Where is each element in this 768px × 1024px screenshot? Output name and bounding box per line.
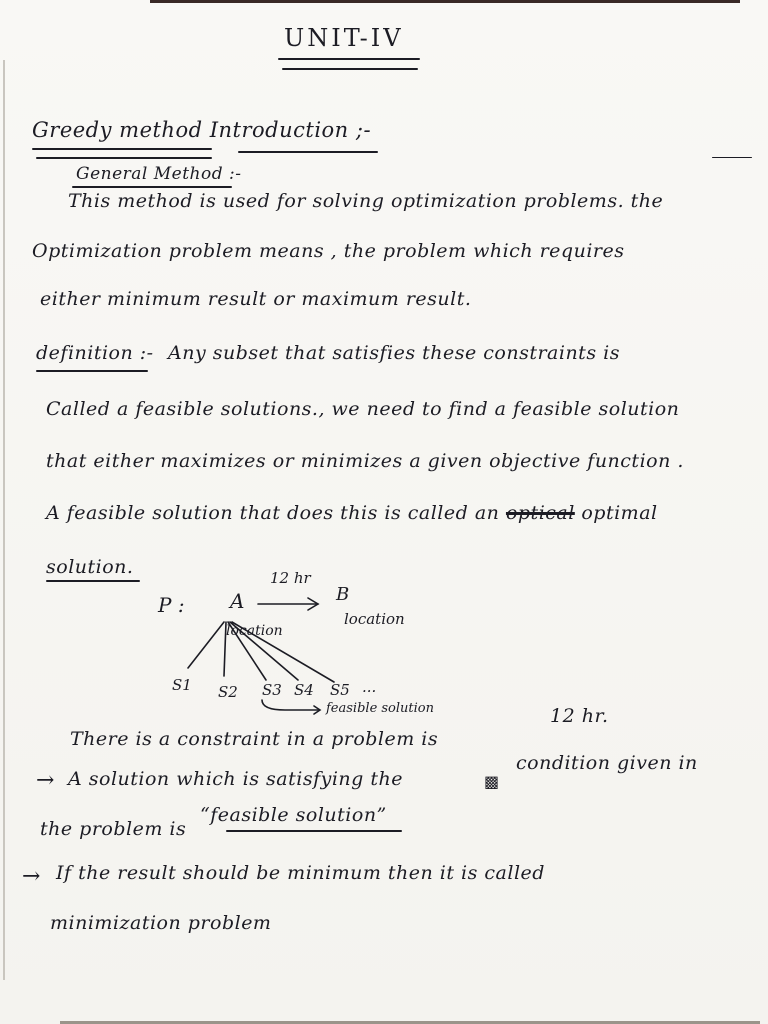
solution-s5: S5	[330, 681, 350, 699]
feasible-solution-quote: “feasible solution”	[200, 804, 387, 826]
text-line-5: Called a feasible solutions., we need to find a feasible solution	[46, 398, 680, 420]
text-line-12: If the result should be minimum then it is called	[56, 862, 545, 884]
branch-s1	[188, 622, 224, 668]
subheading: General Method :-	[76, 164, 242, 184]
text-line-7-end: optimal	[581, 502, 658, 524]
arrow-bullet-2: →	[22, 864, 41, 889]
diagram-p-label: P :	[158, 593, 185, 617]
text-line-10-start: A solution which is satisfying the	[68, 768, 403, 790]
feasible-bracket	[262, 700, 318, 710]
page-title: UNIT-IV	[284, 24, 404, 52]
solution-s1: S1	[172, 676, 192, 694]
text-line-9: There is a constraint in a problem is	[70, 728, 439, 750]
diagram-a-location: location	[226, 623, 283, 639]
text-line-4: Any subset that satisfies these constraints is	[168, 342, 620, 364]
definition-label: definition :-	[36, 342, 154, 364]
solution-s3: S3	[262, 681, 282, 699]
solution-s2: S2	[218, 683, 238, 701]
text-line-8: solution.	[46, 556, 134, 578]
arrow-bullet-1: →	[36, 768, 55, 793]
solution-s4: S4	[294, 681, 314, 699]
constraint-value: 12 hr.	[550, 705, 609, 727]
diagram-a-label: A	[230, 589, 245, 613]
text-line-6: that either maximizes or minimizes a given objective function .	[46, 450, 684, 472]
text-line-11-start: the problem is	[40, 818, 187, 840]
feasible-solution-underline	[226, 830, 402, 832]
text-line-1: This method is used for solving optimization problems. the	[68, 190, 664, 212]
feasible-note: feasible solution	[326, 701, 434, 716]
struck-word: optical	[505, 502, 575, 524]
diagram-b-location: location	[344, 610, 405, 628]
scribble-mark: ▩	[484, 772, 500, 791]
solution-more: ...	[362, 678, 377, 696]
text-line-10-end: condition given in	[516, 752, 698, 774]
text-line-13: minimization problem	[50, 912, 272, 934]
text-line-3: either minimum result or maximum result.	[40, 288, 472, 310]
text-line-7-start: A feasible solution that does this is called an	[46, 502, 500, 524]
section-heading: Greedy method Introduction ;-	[32, 118, 372, 142]
text-line-2: Optimization problem means , the problem which requires	[32, 240, 625, 262]
diagram-b-label: B	[336, 584, 350, 605]
diagram-duration: 12 hr	[270, 569, 311, 587]
